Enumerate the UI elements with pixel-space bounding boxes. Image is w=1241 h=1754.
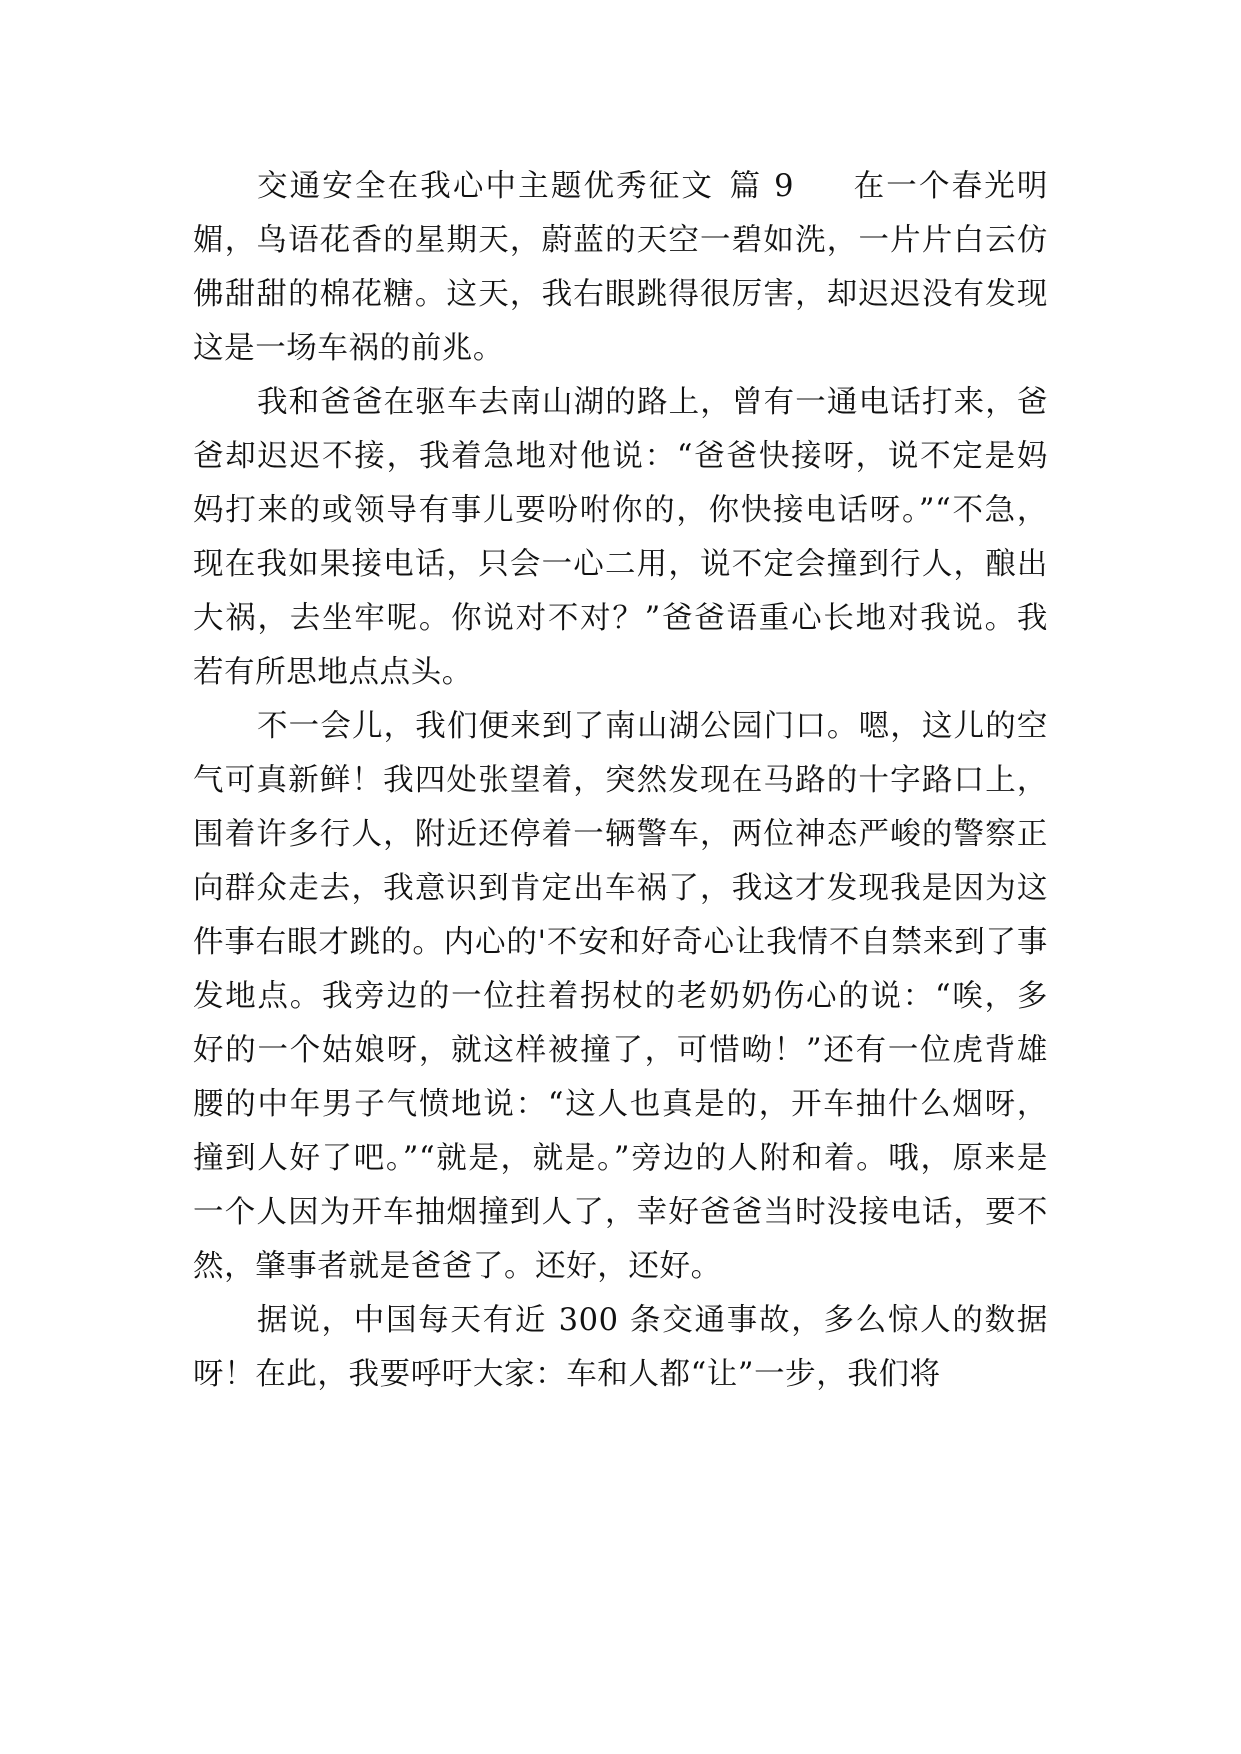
paragraph-1-text: 在一个春光明媚，鸟语花香的星期天，蔚蓝的天空一碧如洗，一片片白云仿佛甜甜的棉花糖。这天，我右眼跳得很厉害，却迟迟没有发现这是一场车祸的前兆。	[193, 169, 1048, 366]
paragraph-2: 我和爸爸在驱车去南山湖的路上，曾有一通电话打来，爸爸却迟迟不接，我着急地对他说：“爸爸快接呀，说不定是妈妈打来的或领导有事儿要吩咐你的，你快接电话呀。”“不急，现在我如果接电话，只会一心二用，说不定会撞到行人，酿出大祸，去坐牢呢。你说对不对？”爸爸语重心长地对我说。我若有所思地点点头。	[193, 385, 1048, 690]
section-label: 篇 9	[728, 169, 795, 204]
paragraph-4: 据说，中国每天有近 300 条交通事故，多么惊人的数据呀！在此，我要呼吁大家：车和人都“让”一步，我们将	[193, 1303, 1048, 1392]
paragraph-3: 不一会儿，我们便来到了南山湖公园门口。嗯，这儿的空气可真新鲜！我四处张望着，突然发现在马路的十字路口上，围着许多行人，附近还停着一辆警车，两位神态严峻的警察正向群众走去，我意识到肯定出车祸了，我这才发现我是因为这件事右眼才跳的。内心的'不安和好奇心让我情不自禁来到了事发地点。我旁边的一位拄着拐杖的老奶奶伤心的说：“唉，多好的一个姑娘呀，就这样被撞了，可惜呦！”还有一位虎背雄腰的中年男子气愤地说：“这人也真是的，开车抽什么烟呀，撞到人好了吧。”“就是，就是。”旁边的人附和着。哦，原来是一个人因为开车抽烟撞到人了，幸好爸爸当时没接电话，要不然，肇事者就是爸爸了。还好，还好。	[193, 709, 1048, 1284]
essay-title: 交通安全在我心中主题优秀征文	[257, 169, 715, 204]
essay-body	[193, 160, 1048, 1402]
paragraph-1	[193, 160, 1048, 376]
